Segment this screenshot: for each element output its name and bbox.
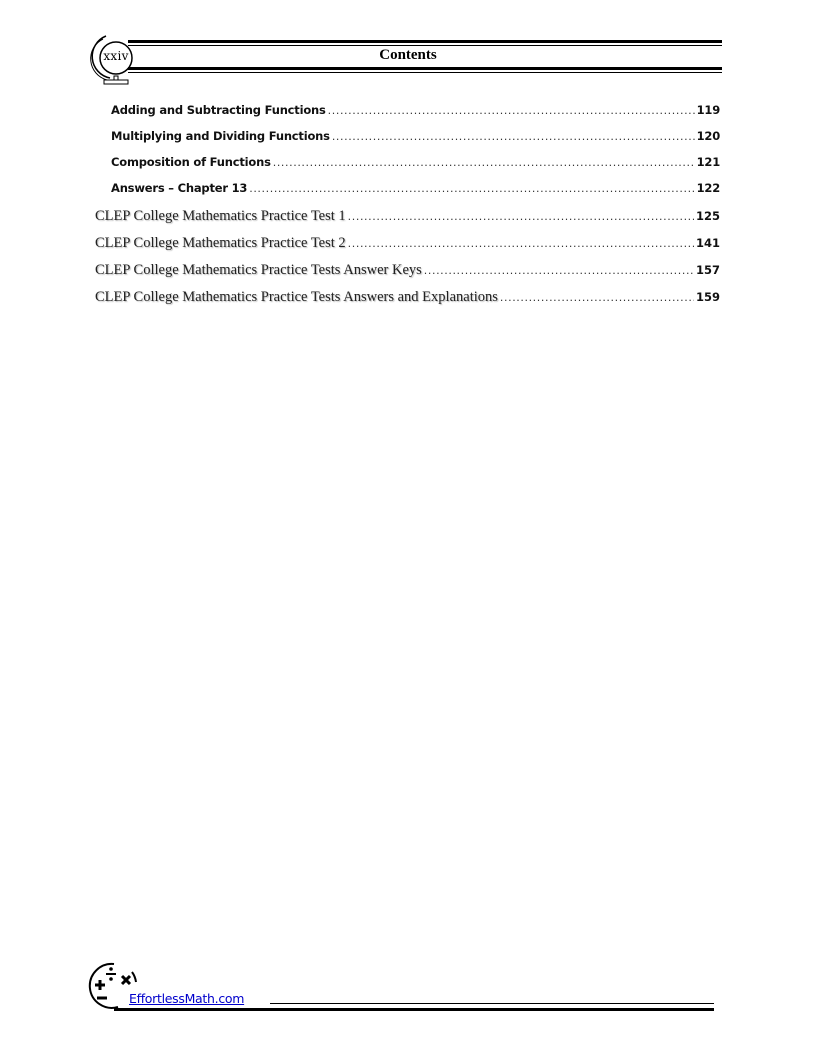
dot-leader	[273, 152, 695, 174]
header-rule-thick-bottom	[128, 67, 722, 70]
toc-entry-answers-chapter-13[interactable]	[95, 177, 720, 203]
footer-rule-thick	[114, 1008, 714, 1011]
dot-leader	[348, 203, 694, 230]
toc-entry-composition-of-functions[interactable]	[95, 151, 720, 177]
toc-entry-label: Composition of Functions	[111, 155, 271, 169]
dot-leader	[500, 284, 694, 311]
toc-entry-page: 120	[696, 129, 720, 143]
toc-entry-practice-test-2[interactable]	[95, 230, 720, 257]
toc-entry-page: 125	[695, 209, 720, 223]
header-rule-thin-top	[128, 45, 722, 46]
dot-leader	[348, 230, 694, 257]
toc-entry-page: 121	[696, 155, 720, 169]
toc-entry-label: Answers – Chapter 13	[111, 181, 248, 195]
toc-entry-answers-explanations[interactable]	[95, 284, 720, 311]
header-rule-thin-bottom	[128, 72, 722, 73]
toc-entry-label: Adding and Subtracting Functions	[111, 103, 326, 117]
table-of-contents	[95, 99, 720, 311]
toc-entry-adding-subtracting-functions[interactable]	[95, 99, 720, 125]
toc-entry-label: CLEP College Mathematics Practice Tests Answer Keys	[95, 262, 422, 278]
page-title: Contents	[379, 47, 437, 63]
toc-entry-page: 119	[696, 103, 720, 117]
page-footer	[88, 960, 720, 1015]
page-number: xxiv	[103, 49, 129, 63]
dot-leader	[424, 257, 694, 284]
toc-entry-multiplying-dividing-functions[interactable]	[95, 125, 720, 151]
dot-leader	[332, 126, 695, 148]
toc-entry-page: 122	[696, 181, 720, 195]
toc-entry-page: 141	[695, 236, 720, 250]
toc-entry-page: 159	[695, 290, 720, 304]
toc-entry-answer-keys[interactable]	[95, 257, 720, 284]
toc-entry-label: CLEP College Mathematics Practice Test 2	[95, 235, 346, 251]
dot-leader	[328, 100, 695, 122]
site-link[interactable]: EffortlessMath.com	[129, 991, 245, 1006]
header-rule-thick-top	[128, 40, 722, 43]
dot-leader	[249, 178, 694, 200]
toc-entry-page: 157	[695, 263, 720, 277]
footer-rule-thin	[270, 1003, 714, 1004]
toc-entry-label: Multiplying and Dividing Functions	[111, 129, 330, 143]
page-header	[88, 34, 722, 86]
toc-entry-label: CLEP College Mathematics Practice Tests Answers and Explanations	[95, 289, 498, 305]
toc-entry-practice-test-1[interactable]	[95, 203, 720, 230]
toc-entry-label: CLEP College Mathematics Practice Test 1	[95, 208, 346, 224]
